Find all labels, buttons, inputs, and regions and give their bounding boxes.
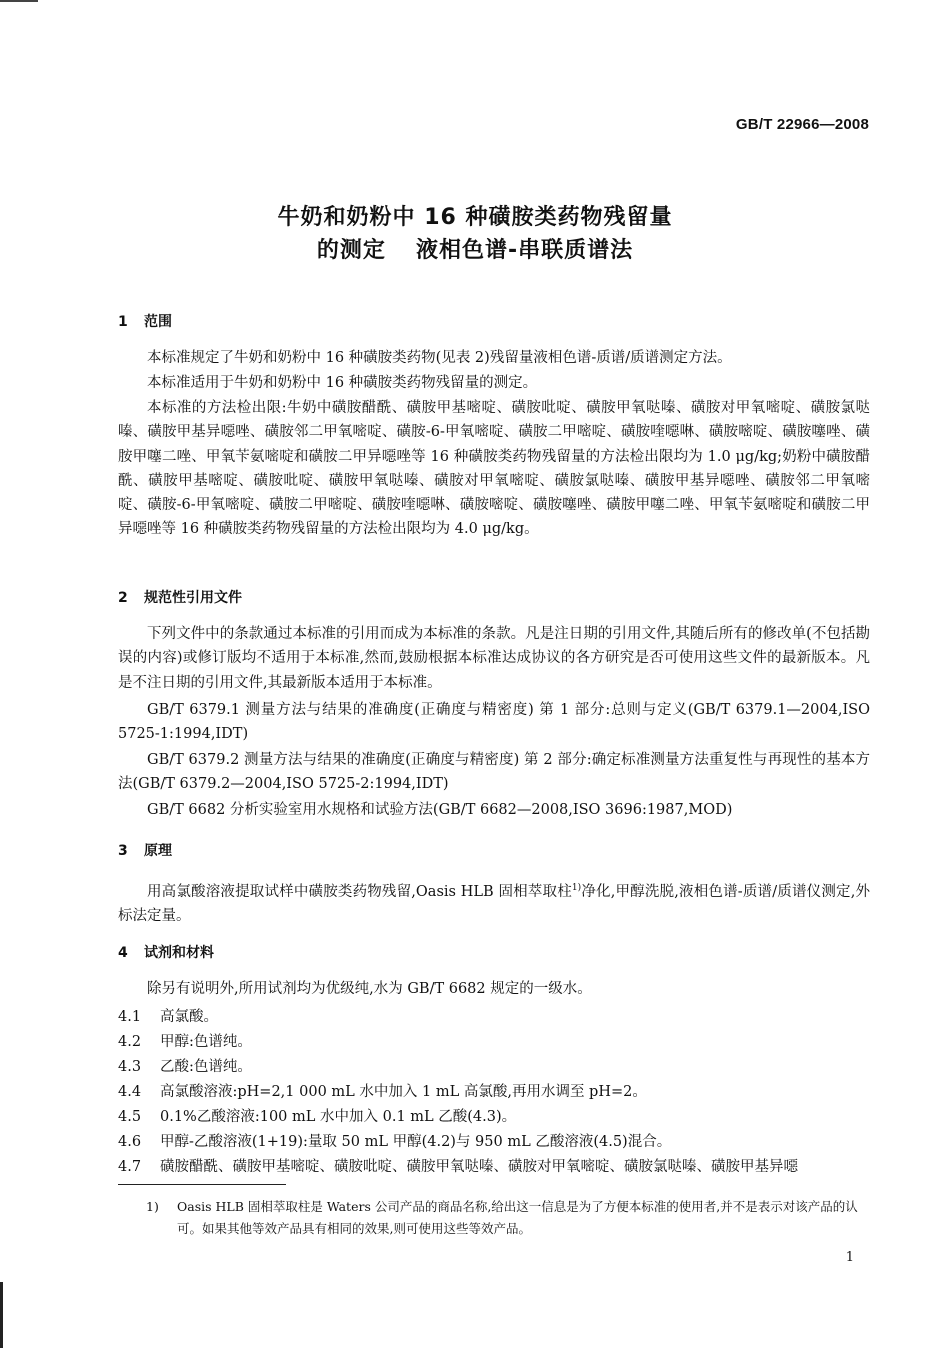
item-text: 0.1%乙酸溶液:100 mL 水中加入 0.1 mL 乙酸(4.3)。 (160, 1109, 517, 1125)
item-number: 4.3 (118, 1059, 142, 1075)
standard-code: GB/T 22966—2008 (735, 116, 869, 133)
principle-text-before: 用高氯酸溶液提取试样中磺胺类药物残留,Oasis HLB 固相萃取柱 (147, 883, 572, 900)
item-text: 甲醇-乙酸溶液(1+19):量取 50 mL 甲醇(4.2)与 950 mL 乙酸溶液(4.5)混合。 (160, 1134, 672, 1150)
title-line2-part2: 液相色谱-串联质谱法 (415, 238, 634, 263)
reagent-item (118, 1130, 870, 1151)
reagent-item (118, 1005, 870, 1026)
reagent-item (118, 1030, 870, 1051)
item-text: 磺胺醋酰、磺胺甲基嘧啶、磺胺吡啶、磺胺甲氧哒嗪、磺胺对甲氧嘧啶、磺胺氯哒嗪、磺胺甲基异噁 (160, 1159, 798, 1175)
document-title-line2 (0, 233, 950, 264)
section-title: 原理 (144, 843, 172, 859)
item-number: 4.7 (118, 1159, 142, 1175)
reagent-item (118, 1155, 870, 1176)
section-number: 3 (118, 843, 128, 859)
reagent-item (118, 1105, 870, 1126)
scope-paragraph-2: 本标准适用于牛奶和奶粉中 16 种磺胺类药物残留量的测定。 (147, 375, 538, 391)
item-number: 4.2 (118, 1034, 142, 1050)
item-text: 甲醇:色谱纯。 (160, 1034, 252, 1050)
reference-gbt-6379-2: GB/T 6379.2 测量方法与结果的准确度(正确度与精密度) 第 2 部分:确定标准测量方法重复性与再现性的基本方法(GB/T 6379.2—2004,ISO 5725-2:1994,IDT) (118, 752, 870, 793)
item-text: 高氯酸。 (160, 1009, 218, 1025)
scope-paragraph-1: 本标准规定了牛奶和奶粉中 16 种磺胺类药物(见表 2)残留量液相色谱-质谱/质谱测定方法。 (147, 350, 732, 366)
scan-edge-mark-left (0, 1282, 3, 1348)
scope-paragraph-3: 本标准的方法检出限:牛奶中磺胺醋酰、磺胺甲基嘧啶、磺胺吡啶、磺胺甲氧哒嗪、磺胺对甲氧嘧啶、磺胺氯哒嗪、磺胺甲基异噁唑、磺胺邻二甲氧嘧啶、磺胺-6-甲氧嘧啶、磺胺二甲嘧啶、磺胺喹噁啉、磺胺嘧啶、磺胺噻唑、磺胺甲噻二唑、甲氧苄氨嘧啶和磺胺二甲异噁唑等 16 种磺胺类药物残留量的方法检出限均为 1.0 μg/kg;奶粉中磺胺醋酰、磺胺甲基嘧啶、磺胺吡啶、磺胺甲氧哒嗪、磺胺对甲氧嘧啶、磺胺氯哒嗪、磺胺甲基异噁唑、磺胺邻二甲氧嘧啶、磺胺-6-甲氧嘧啶、磺胺二甲嘧啶、磺胺喹噁啉、磺胺嘧啶、磺胺噻唑、磺胺甲噻二唑、甲氧苄氨嘧啶和磺胺二甲异噁唑等 16 种磺胺类药物残留量的方法检出限均为 4.0 μg/kg。 (118, 400, 870, 538)
section-heading-scope (118, 311, 172, 331)
reagent-item (118, 1080, 870, 1101)
section-heading-normative-references (118, 587, 242, 607)
footnote-reference-mark: 1) (571, 883, 582, 893)
section-title: 范围 (144, 314, 172, 330)
principle-text-after: 净化,甲醇洗脱,液相色谱-质谱/质谱仪测定,外标法定量。 (118, 883, 870, 925)
section-title: 试剂和材料 (144, 945, 214, 961)
item-text: 高氯酸溶液:pH=2,1 000 mL 水中加入 1 mL 高氯酸,再用水调至 pH=2。 (160, 1084, 647, 1100)
footnote-divider (118, 1184, 286, 1185)
section-number: 4 (118, 945, 128, 961)
section-number: 2 (118, 590, 128, 606)
item-text: 乙酸:色谱纯。 (160, 1059, 252, 1075)
reagent-item (118, 1055, 870, 1076)
page-number: 1 (845, 1250, 854, 1265)
footnote-mark: 1) (146, 1199, 159, 1214)
reference-gbt-6682: GB/T 6682 分析实验室用水规格和试验方法(GB/T 6682—2008,ISO 3696:1987,MOD) (147, 802, 733, 818)
reagents-intro-paragraph: 除另有说明外,所用试剂均为优级纯,水为 GB/T 6682 规定的一级水。 (147, 981, 592, 997)
item-number: 4.5 (118, 1109, 142, 1125)
normative-intro-paragraph: 下列文件中的条款通过本标准的引用而成为本标准的条款。凡是注日期的引用文件,其随后所有的修改单(不包括勘误的内容)或修订版均不适用于本标准,然而,鼓励根据本标准达成协议的各方研究是否可使用这些文件的最新版本。凡是不注日期的引用文件,其最新版本适用于本标准。 (118, 626, 870, 691)
section-heading-principle (118, 840, 172, 860)
item-number: 4.6 (118, 1134, 142, 1150)
footnote (146, 1196, 870, 1240)
reference-gbt-6379-1: GB/T 6379.1 测量方法与结果的准确度(正确度与精密度) 第 1 部分:总则与定义(GB/T 6379.1—2004,ISO 5725-1:1994,IDT) (118, 702, 870, 743)
item-number: 4.4 (118, 1084, 142, 1100)
principle-paragraph (118, 876, 870, 928)
item-number: 4.1 (118, 1009, 142, 1025)
title-line2-part1: 的测定 (316, 238, 386, 263)
footnote-text: Oasis HLB 固相萃取柱是 Waters 公司产品的商品名称,给出这一信息是为了方便本标准的使用者,并不是表示对该产品的认可。如果其他等效产品具有相同的效果,则可使用这些等效产品。 (177, 1199, 858, 1236)
section-heading-reagents (118, 942, 214, 962)
scan-edge-mark-top (0, 0, 38, 2)
section-number: 1 (118, 314, 128, 330)
section-title: 规范性引用文件 (144, 590, 242, 606)
document-title-line1: 牛奶和奶粉中 16 种磺胺类药物残留量 (277, 205, 673, 230)
